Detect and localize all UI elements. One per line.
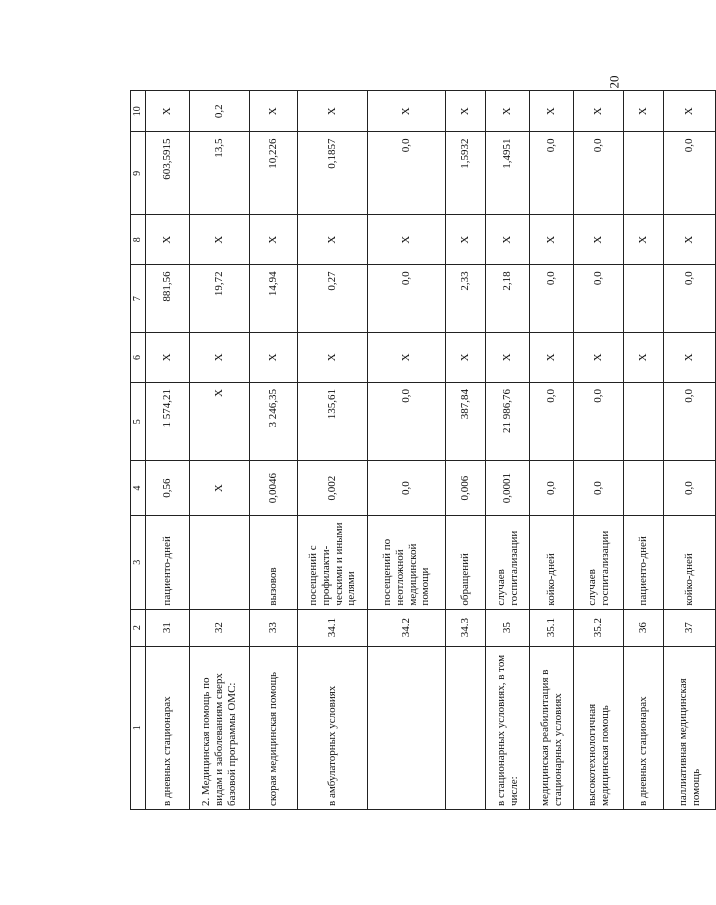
table-row	[530, 91, 574, 810]
table-cell: Х	[530, 91, 574, 132]
table-cell: 35.1	[530, 609, 574, 646]
table-row	[486, 91, 530, 810]
table-cell: 2,33	[446, 265, 486, 333]
table-cell: пациенто-дней	[146, 515, 190, 609]
table-row	[146, 91, 190, 810]
header-row	[131, 91, 146, 810]
table-cell: Х	[624, 215, 664, 265]
table-cell: Х	[446, 91, 486, 132]
table-cell: Х	[298, 215, 368, 265]
table-row	[446, 91, 486, 810]
column-header: 9	[131, 132, 146, 215]
table-cell: 2. Медицинская помощь по видам и заболеваниям сверх базовой программы ОМС:	[190, 646, 250, 809]
table-cell: Х	[574, 215, 624, 265]
table-cell: 0,0	[530, 132, 574, 215]
table-cell: случаев госпитализации	[574, 515, 624, 609]
table-cell: обращений	[446, 515, 486, 609]
table-row	[298, 91, 368, 810]
table-cell: 36	[624, 609, 664, 646]
table-cell: Х	[624, 91, 664, 132]
table-cell: Х	[446, 332, 486, 382]
table-cell: 0,0	[664, 132, 716, 215]
table-cell: 32	[190, 609, 250, 646]
table-cell: Х	[368, 332, 446, 382]
table-cell: 0,0	[574, 265, 624, 333]
table-cell: 35	[486, 609, 530, 646]
table-cell: медицинская реабилитация в стационарных условиях	[530, 646, 574, 809]
column-header: 3	[131, 515, 146, 609]
table-cell: Х	[146, 91, 190, 132]
table-cell: в дневных стационарах	[146, 646, 190, 809]
table-cell: в дневных стационарах	[624, 646, 664, 809]
table-cell: 135,61	[298, 382, 368, 460]
table-cell: 1 574,21	[146, 382, 190, 460]
column-header: 4	[131, 461, 146, 515]
table-cell: Х	[146, 332, 190, 382]
table-cell: посещений по неотложной медицинской помощи	[368, 515, 446, 609]
table-cell: 603,5915	[146, 132, 190, 215]
table-cell: 1,4951	[486, 132, 530, 215]
data-table	[130, 90, 716, 810]
table-cell: скорая медицинская помощь	[250, 646, 298, 809]
table-cell: 31	[146, 609, 190, 646]
page-number: 20	[606, 75, 622, 89]
table-cell: 35.2	[574, 609, 624, 646]
table-cell: Х	[190, 215, 250, 265]
table-cell: 13,5	[190, 132, 250, 215]
table-cell: 0,0	[368, 461, 446, 515]
table-cell: 0,1857	[298, 132, 368, 215]
table-cell: Х	[368, 215, 446, 265]
table-cell: Х	[368, 91, 446, 132]
table-cell: 19,72	[190, 265, 250, 333]
table-cell: 0,0	[530, 265, 574, 333]
table-cell: Х	[190, 461, 250, 515]
table-cell: 0,27	[298, 265, 368, 333]
column-header: 5	[131, 382, 146, 460]
table-row	[250, 91, 298, 810]
table-cell: в стационарных условиях, в том числе:	[486, 646, 530, 809]
table-cell: 0,0001	[486, 461, 530, 515]
table-cell: 0,0	[574, 382, 624, 460]
table-cell	[368, 646, 446, 809]
table-cell: вызовов	[250, 515, 298, 609]
table-cell: койко-дней	[664, 515, 716, 609]
table-row	[368, 91, 446, 810]
rotated-table-wrapper	[130, 90, 702, 810]
table-cell: 0,0	[368, 265, 446, 333]
table-body	[146, 91, 716, 810]
table-cell: Х	[664, 215, 716, 265]
table-cell: 0,002	[298, 461, 368, 515]
column-header: 8	[131, 215, 146, 265]
table-cell: Х	[574, 91, 624, 132]
table-cell: Х	[624, 332, 664, 382]
table-cell: 10,226	[250, 132, 298, 215]
column-header: 7	[131, 265, 146, 333]
table-row	[624, 91, 664, 810]
table-cell: посещений с профилакти-ческими и иными целями	[298, 515, 368, 609]
table-cell	[624, 461, 664, 515]
table-cell: Х	[664, 332, 716, 382]
table-cell: 0,0	[664, 265, 716, 333]
table-cell: 387,84	[446, 382, 486, 460]
table-cell: Х	[486, 332, 530, 382]
table-cell: пациенто-дней	[624, 515, 664, 609]
table-cell: 34.3	[446, 609, 486, 646]
table-cell: 3 246,35	[250, 382, 298, 460]
column-header: 10	[131, 91, 146, 132]
table-cell: Х	[530, 332, 574, 382]
table-cell: случаев госпитализации	[486, 515, 530, 609]
table-cell: 0,006	[446, 461, 486, 515]
table-cell: Х	[250, 215, 298, 265]
table-cell	[446, 646, 486, 809]
table-row	[190, 91, 250, 810]
column-header: 1	[131, 646, 146, 809]
table-row	[664, 91, 716, 810]
table-cell	[624, 382, 664, 460]
table-cell: 0,0	[664, 461, 716, 515]
table-cell: 33	[250, 609, 298, 646]
table-cell	[624, 265, 664, 333]
table-cell: Х	[250, 332, 298, 382]
table-cell: паллиативная медицинская помощь	[664, 646, 716, 809]
table-cell: 0,0	[368, 132, 446, 215]
table-cell	[624, 132, 664, 215]
table-cell: Х	[664, 91, 716, 132]
table-cell: Х	[190, 332, 250, 382]
table-cell: 0,0	[530, 382, 574, 460]
table-cell: 0,0	[530, 461, 574, 515]
table-cell: Х	[486, 91, 530, 132]
table-cell: Х	[190, 382, 250, 460]
table-cell: 34.2	[368, 609, 446, 646]
table-row	[574, 91, 624, 810]
table-cell: Х	[298, 91, 368, 132]
table-cell: койко-дней	[530, 515, 574, 609]
table-cell: 34.1	[298, 609, 368, 646]
table-cell: Х	[486, 215, 530, 265]
table-cell: Х	[530, 215, 574, 265]
table-cell: 0,0	[574, 132, 624, 215]
table-cell: Х	[446, 215, 486, 265]
table-cell: в амбулаторных условиях	[298, 646, 368, 809]
table-cell: 0,0	[574, 461, 624, 515]
column-header: 2	[131, 609, 146, 646]
table-cell: 14,94	[250, 265, 298, 333]
table-cell: 0,2	[190, 91, 250, 132]
table-cell	[190, 515, 250, 609]
table-cell: 0,56	[146, 461, 190, 515]
column-header: 6	[131, 332, 146, 382]
table-cell: 0,0	[368, 382, 446, 460]
table-cell: 0,0046	[250, 461, 298, 515]
table-cell: 0,0	[664, 382, 716, 460]
table-cell: Х	[298, 332, 368, 382]
table-cell: 21 986,76	[486, 382, 530, 460]
table-cell: высокотехнологичная медицинская помощь	[574, 646, 624, 809]
table-cell: Х	[146, 215, 190, 265]
table-cell: 881,56	[146, 265, 190, 333]
table-cell: 1,5932	[446, 132, 486, 215]
table-cell: 2,18	[486, 265, 530, 333]
table-cell: Х	[574, 332, 624, 382]
table-cell: 37	[664, 609, 716, 646]
table-cell: Х	[250, 91, 298, 132]
